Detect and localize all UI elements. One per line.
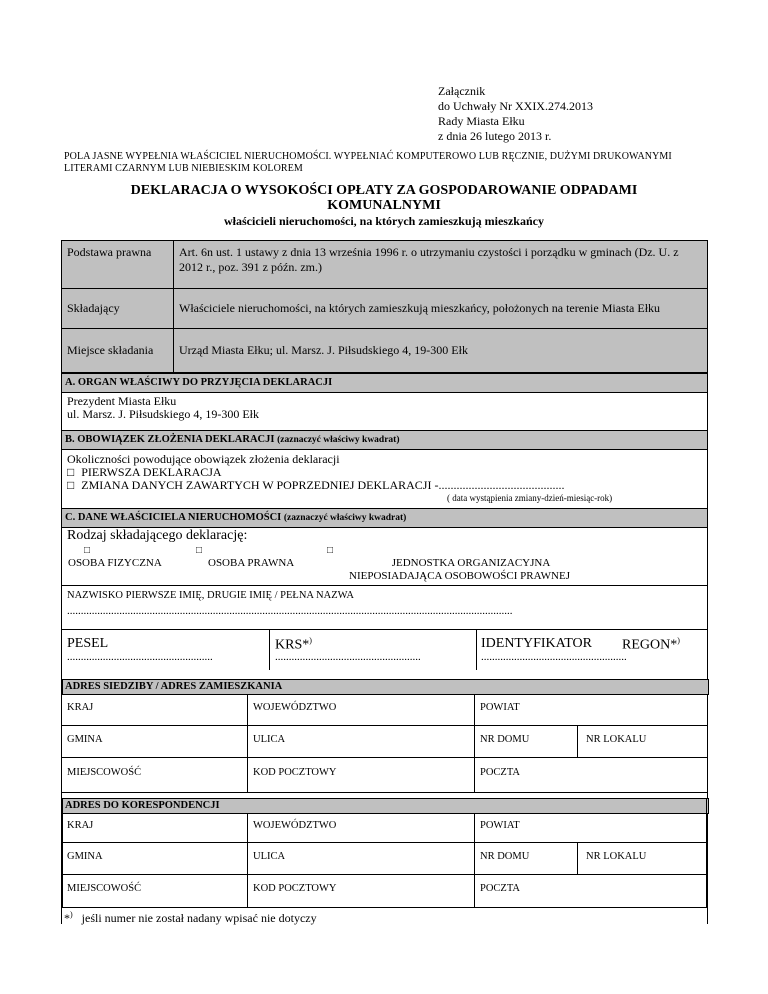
section-b-body [62,450,707,507]
footnote [64,910,317,926]
corr-house-number-field[interactable]: NR DOMU [480,851,530,862]
section-b-note: (zaznaczyć właściwy kwadrat) [277,435,400,445]
legal-person-label: OSOBA PRAWNA [208,557,295,569]
section-a-header: A. ORGAN WŁAŚCIWY DO PRZYJĘCIA DEKLARACJI [62,374,707,393]
regon-field[interactable]: ..................................................... [481,651,627,663]
pesel-label: PESEL [67,636,109,651]
info-label: Składający [62,289,174,329]
attachment-line: Rady Miasta Ełku [438,114,525,128]
organ-address: ul. Marsz. J. Piłsudskiego 4, 19-300 Ełk [67,407,259,421]
res-voivodeship-field[interactable]: WOJEWÓDZTWO [253,702,337,713]
checkbox-first[interactable]: □ [67,465,75,479]
natural-person-label: OSOBA FIZYCZNA [68,557,162,569]
option-first-label: PIERWSZA DEKLARACJA [81,465,222,479]
name-field[interactable]: .................................................................................................................................................................. [67,605,513,617]
info-value: Właściciele nieruchomości, na których zamieszkują mieszkańcy, położonych na terenie Miasta Ełku [174,289,708,329]
res-postal-code-field[interactable]: KOD POCZTOWY [253,767,337,778]
option-change-label: ZMIANA DANYCH ZAWARTYCH W POPRZEDNIEJ DEKLARACJI -.......................................... [81,478,565,492]
corr-apartment-number-field[interactable]: NR LOKALU [586,851,647,862]
residence-address-header: ADRES SIEDZIBY / ADRES ZAMIESZKANIA [62,679,709,695]
date-hint: ( data wystąpienia zmiany-dzień-miesiąc-rok) [447,493,613,503]
krs-field[interactable]: ..................................................... [275,651,421,663]
res-commune-field[interactable]: GMINA [67,734,103,745]
info-table [61,240,708,373]
res-apartment-number-field[interactable]: NR LOKALU [586,734,647,745]
attachment-note [438,84,593,144]
info-value: Art. 6n ust. 1 ustawy z dnia 13 września 1996 r. o utrzymaniu czystości i porządku w gminach (Dz. U. z 2012 r., poz. 391 z późn. zm.) [174,241,708,289]
submitter-type-label: Rodzaj składającego deklarację: [67,528,248,543]
title-line: DEKLARACJA O WYSOKOŚCI OPŁATY ZA GOSPODAROWANIE ODPADAMI [130,183,638,198]
document-title [64,183,704,213]
name-label: NAZWISKO PIERWSZE IMIĘ, DRUGIE IMIĘ / PEŁNA NAZWA [67,590,354,601]
section-c-header [62,509,707,528]
section-c-title: C. DANE WŁAŚCICIELA NIERUCHOMOŚCI [65,512,282,523]
footnote-text: jeśli numer nie został nadany wpisać nie dotyczy [81,911,317,925]
res-locality-field[interactable]: MIEJSCOWOŚĆ [67,767,142,778]
res-county-field[interactable]: POWIAT [480,702,520,713]
option-change-declaration[interactable] [67,479,702,492]
footnote-sup: ) [70,910,73,919]
res-house-number-field[interactable]: NR DOMU [480,734,530,745]
section-c-note: (zaznaczyć właściwy kwadrat) [283,513,407,523]
checkbox-natural-person[interactable]: □ [84,545,91,556]
res-post-office-field[interactable]: POCZTA [480,767,520,778]
correspondence-address-header: ADRES DO KORESPONDENCJI [62,798,709,814]
attachment-line: Załącznik [438,84,486,98]
organ-name: Prezydent Miasta Ełku [67,394,177,408]
info-value: Urząd Miasta Ełku; ul. Marsz. J. Piłsudskiego 4, 19-300 Ełk [174,329,708,373]
section-a-body[interactable] [62,393,707,423]
obligation-intro: Okoliczności powodujące obowiązek złożenia deklaracji [67,452,340,466]
section-a [61,373,708,431]
checkbox-org-unit[interactable]: □ [327,545,334,556]
corr-postal-code-field[interactable]: KOD POCZTOWY [253,883,337,894]
res-country-field[interactable]: KRAJ [67,702,94,713]
corr-post-office-field[interactable]: POCZTA [480,883,520,894]
checkbox-change[interactable]: □ [67,478,75,492]
checkbox-legal-person[interactable]: □ [196,545,203,556]
title-line: KOMUNALNYMI [327,198,441,213]
org-unit-label [349,557,570,583]
regon-label [622,636,680,654]
corr-locality-field[interactable]: MIEJSCOWOŚĆ [67,883,142,894]
corr-country-field[interactable]: KRAJ [67,820,94,831]
identifier-label: IDENTYFIKATOR [481,636,592,651]
corr-voivodeship-field[interactable]: WOJEWÓDZTWO [253,820,337,831]
section-b-header [62,431,707,450]
info-label: Podstawa prawna [62,241,174,289]
corr-county-field[interactable]: POWIAT [480,820,520,831]
attachment-line: z dnia 26 lutego 2013 r. [438,129,552,143]
attachment-line: do Uchwały Nr XXIX.274.2013 [438,99,593,113]
footnote-mark: * [64,911,70,925]
document-subtitle: właścicieli nieruchomości, na których zamieszkują mieszkańcy [224,214,544,228]
corr-street-field[interactable]: ULICA [253,851,286,862]
corr-commune-field[interactable]: GMINA [67,851,103,862]
org-unit-line: NIEPOSIADAJĄCA OSOBOWOŚCI PRAWNEJ [349,570,570,582]
section-b-title: B. OBOWIĄZEK ZŁOŻENIA DEKLARACJI [65,434,275,445]
fill-instructions: POLA JASNE WYPEŁNIA WŁAŚCICIEL NIERUCHOMOŚCI. WYPEŁNIAĆ KOMPUTEROWO LUB RĘCZNIE, DUŻYMI DRUKOWANYMI LITERAMI CZARNYM LUB NIEBIESKIM KOLOREM [64,151,672,174]
org-unit-line: JEDNOSTKA ORGANIZACYJNA [391,557,551,569]
regon-text: REGON* [622,637,678,653]
section-b [61,430,708,509]
pesel-field[interactable]: ..................................................... [67,651,213,663]
krs-text: KRS* [275,637,310,653]
regon-sup: ) [677,636,680,645]
info-label: Miejsce składania [62,329,174,373]
krs-sup: ) [309,636,312,645]
res-street-field[interactable]: ULICA [253,734,286,745]
